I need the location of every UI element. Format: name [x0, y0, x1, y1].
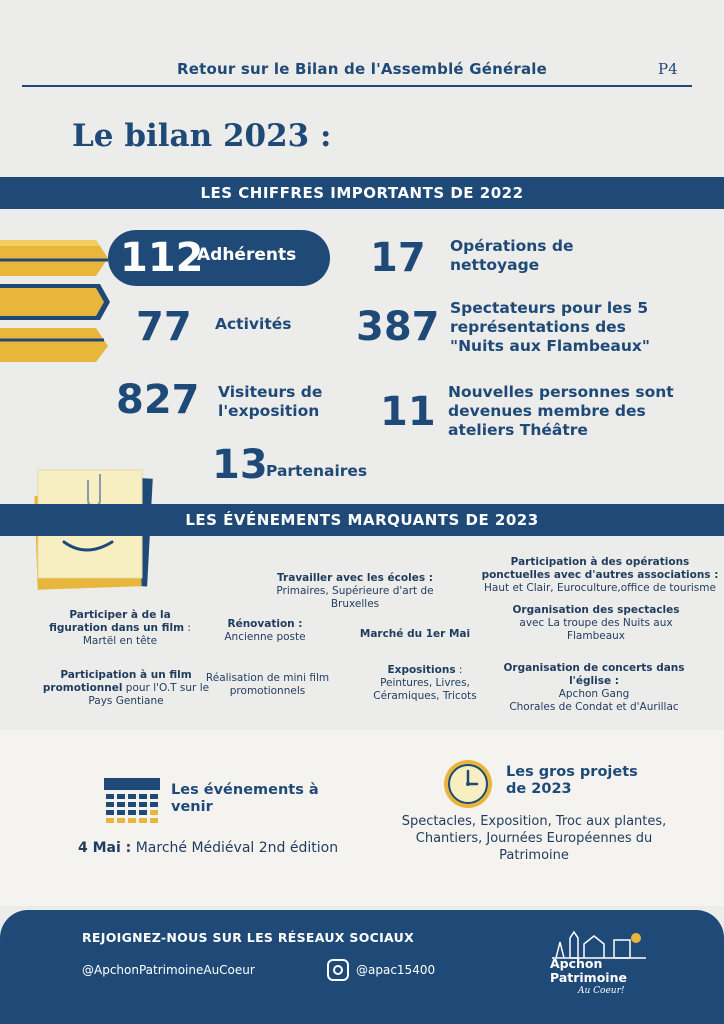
market-event [345, 628, 485, 641]
castle-logo-icon [550, 924, 650, 960]
highlights-banner: LES ÉVÉNEMENTS MARQUANTS DE 2023 [0, 504, 724, 536]
promo-film-event [36, 669, 216, 708]
shows-title: Organisation des spectacles [512, 604, 680, 616]
shows-event [496, 604, 696, 643]
key-figures-banner: LES CHIFFRES IMPORTANTS DE 2022 [0, 177, 724, 209]
members-value: 112 [120, 235, 204, 281]
calendar-icon [104, 778, 160, 826]
instagram-icon [327, 959, 349, 981]
associations-event [480, 556, 720, 595]
upcoming-event-name: Marché Médiéval 2nd édition [131, 840, 339, 856]
concerts-title: Organisation de concerts dans l'église : [503, 662, 685, 687]
partners-value: 13 [212, 442, 268, 488]
spectators-label: Spectateurs pour les 5 représentations des "Nuits aux Flambeaux" [450, 299, 651, 355]
promo-film-body: pour l'O.T sur le Pays Gentiane [88, 682, 210, 707]
schools-event [265, 572, 445, 611]
projects-title: Les gros projets de 2023 [506, 764, 638, 797]
members-label: Adhérents [197, 245, 297, 265]
upcoming-date: 4 Mai : [78, 840, 132, 856]
visitors-value: 827 [116, 377, 200, 423]
concerts-body-1: Apchon Gang [558, 688, 630, 700]
associations-title: Participation à des opérations ponctuelles avec d'autres associations : [481, 556, 719, 581]
logo-name-1: Apchon [550, 956, 603, 971]
schools-body: Primaires, Supérieure d'art de Bruxelles [276, 585, 434, 610]
activities-value: 77 [136, 304, 192, 350]
theatre-label: Nouvelles personnes sont devenues membre des ateliers Théâtre [448, 383, 674, 439]
activities-label: Activités [215, 315, 292, 333]
film-extra-suffix: : [184, 622, 191, 634]
header-divider [22, 85, 692, 87]
page-title: Le bilan 2023 : [72, 118, 332, 154]
exhibitions-event [360, 664, 490, 703]
facebook-link[interactable]: @ApchonPatrimoineAuCoeur [82, 963, 255, 977]
mini-film-event [195, 672, 340, 698]
document-header-title: Retour sur le Bilan de l'Assemblé Générale [177, 60, 547, 78]
promo-film-title: Participation à un film promotionnel [42, 669, 192, 694]
upcoming-title: Les événements à venir [171, 782, 319, 815]
renovation-body: Ancienne poste [224, 631, 306, 643]
logo-name-2: Patrimoine [550, 970, 627, 985]
exhibitions-body: Peintures, Livres, Céramiques, Tricots [373, 677, 477, 702]
film-extra-event [40, 609, 200, 648]
footer-title: REJOIGNEZ-NOUS SUR LES RÉSEAUX SOCIAUX [82, 930, 415, 945]
upcoming-event [78, 840, 338, 856]
theatre-value: 11 [380, 389, 436, 435]
exhibitions-title: Expositions [387, 664, 456, 676]
cleanup-label: Opérations de nettoyage [450, 237, 574, 274]
concerts-body-2: Chorales de Condat et d'Aurillac [509, 701, 679, 713]
partners-label: Partenaires [266, 462, 368, 480]
mini-film-body: Réalisation de mini film promotionnels [205, 672, 330, 697]
cleanup-value: 17 [370, 235, 426, 281]
renovation-event [200, 618, 330, 644]
concerts-event [494, 662, 694, 714]
visitors-label: Visiteurs de l'exposition [218, 383, 323, 420]
schools-title: Travailler avec les écoles : [277, 572, 433, 584]
shows-body: avec La troupe des Nuits aux Flambeaux [519, 617, 673, 642]
film-extra-body: Martël en tête [82, 635, 158, 647]
market-title: Marché du 1er Mai [359, 628, 471, 640]
instagram-link[interactable]: @apac15400 [356, 963, 436, 977]
projects-body: Spectacles, Exposition, Troc aux plantes, Chantiers, Journées Européennes du Patrimoine [401, 814, 667, 863]
page-number: P4 [658, 60, 678, 78]
clock-icon [442, 758, 494, 810]
ribbon-decoration-icon [0, 236, 112, 366]
renovation-title: Rénovation : [227, 618, 303, 630]
logo-tagline: Au Coeur! [578, 986, 625, 996]
associations-body: Haut et Clair, Euroculture,office de tourisme [484, 582, 716, 594]
film-extra-title: Participer à de la figuration dans un film [49, 609, 185, 634]
spectators-value: 387 [356, 304, 440, 350]
exhibitions-suffix: : [455, 664, 463, 676]
